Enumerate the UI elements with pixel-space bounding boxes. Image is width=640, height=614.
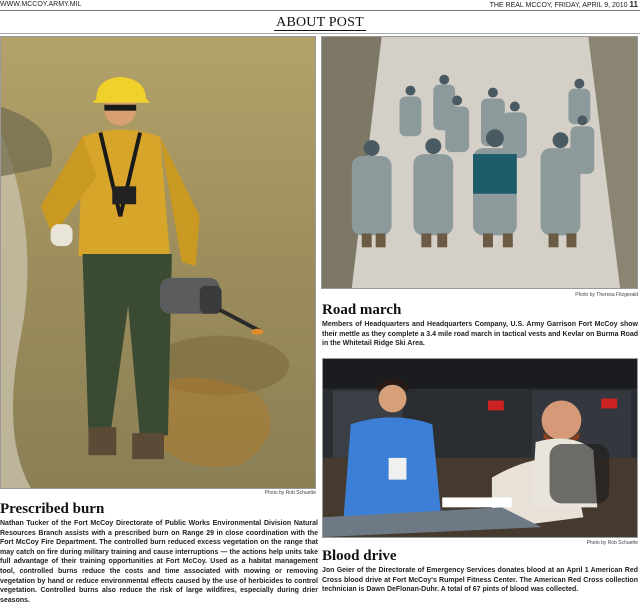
prescribed-burn-headline: Prescribed burn	[0, 501, 105, 517]
section-rule	[0, 33, 640, 34]
section-title-text: ABOUT POST	[276, 15, 364, 30]
prescribed-burn-caption: Nathan Tucker of the Fort McCoy Directorate of Public Works Environmental Division Natural Resources Branch assists with a prescribed burn on Range 29 in close coordination with the Fort McCoy Fire Department. The controlled burn reduced excess vegetation on the range that may catch on fire during military training and cause interruptions — the actions help units take full advantage of their training opportunities at Fort McCoy. Used as a habitat management tool, controlled burns reduce the costs and time associated with mowing or removing vegetation by hand or reduce environmental effects caused by the use of herbicides to control vegetation. Controlled burns also reduce the risk of large wildfires, especially during drier seasons.	[0, 520, 318, 604]
header-rule	[0, 10, 640, 11]
prescribed-burn-credit: Photo by Rob Schuette	[264, 490, 316, 496]
road-march-caption: Members of Headquarters and Headquarters Company, U.S. Army Garrison Fort McCoy show their mettle as they complete a 3.4 mile road march in tactical vests and Kevlar on Burma Road in the Whitetail Ridge Ski Area.	[322, 321, 638, 348]
blood-drive-credit: Photo by Rob Schuette	[586, 540, 638, 546]
issue-date: THE REAL MCCOY, FRIDAY, APRIL 9, 2010	[489, 2, 628, 9]
blood-drive-headline: Blood drive	[322, 548, 397, 564]
page-header	[0, 0, 640, 9]
site-url: WWW.MCCOY.ARMY.MIL	[0, 1, 82, 8]
section-title	[0, 13, 640, 33]
road-march-headline: Road march	[322, 302, 402, 318]
blood-drive-caption: Jon Geier of the Directorate of Emergency Services donates blood at an April 1 American Red Cross blood drive at Fort McCoy's Rumpel Fitness Center. The American Red Cross collection technician is Dawn DeFlonan-Duhr. A total of 67 pints of blood was collected.	[322, 567, 638, 594]
page-number: 11	[629, 0, 638, 9]
issue-info	[490, 0, 638, 10]
road-march-photo	[321, 36, 638, 289]
prescribed-burn-photo	[0, 36, 316, 489]
road-march-credit: Photo by Theresa Fitzgerald	[575, 292, 638, 298]
blood-drive-photo	[322, 358, 638, 538]
